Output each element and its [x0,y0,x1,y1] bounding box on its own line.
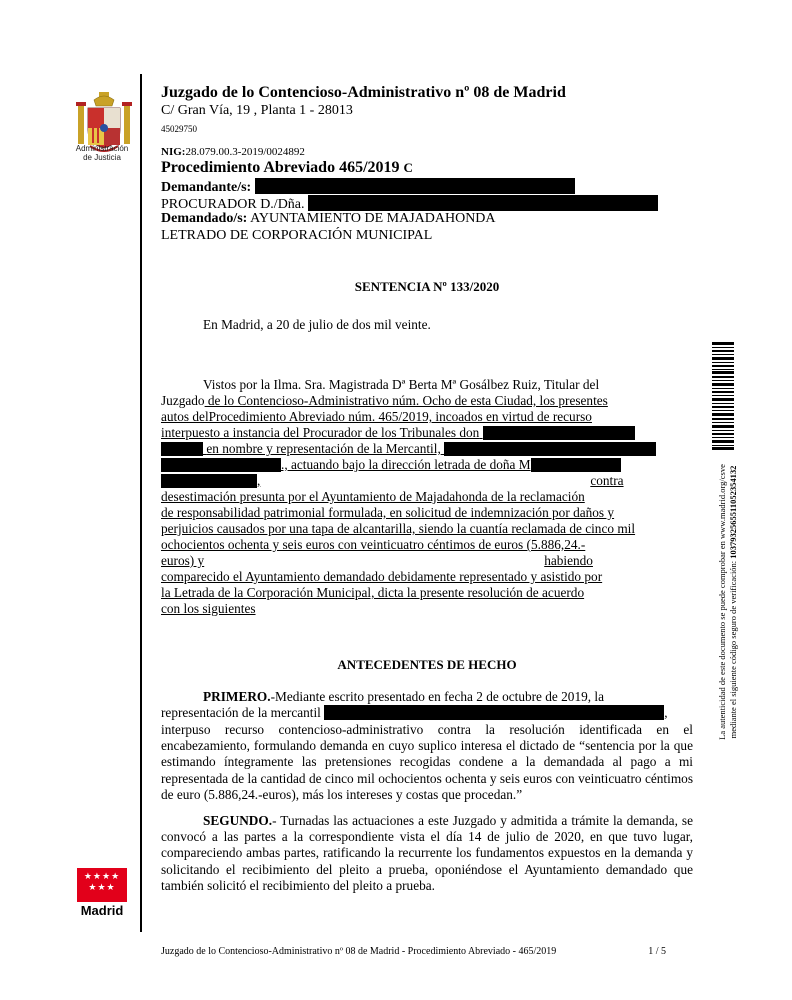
vistos-line: comparecido el Ayuntamiento demandado debidamente representado y asistido por [161,569,603,584]
madrid-label: Madrid [80,903,124,918]
footer-text: Juzgado de lo Contencioso-Administrativo nº 08 de Madrid - Procedimiento Abreviado - 465/2019 [161,946,557,957]
vistos-line: con los siguientes [161,601,256,616]
court-address: C/ Gran Vía, 19 , Planta 1 - 28013 [161,103,353,118]
redaction [483,426,635,440]
verification-note: La autenticidad de este documento se puede comprobar en www.madrid.org/csve mediante el siguiente código seguro de verificación: 1037932565511052354132 [717,464,738,740]
madrid-logo [77,868,127,902]
vistos-line: Vistos por la Ilma. Sra. Magistrada Dª Berta Mª Gosálbez Ruiz, Titular del [203,377,600,392]
vistos-line: , contra [161,473,624,489]
vistos-line: de responsabilidad patrimonial formulada, en solicitud de indemnización por daños y [161,505,615,520]
redaction [308,195,658,211]
segundo-paragraph: SEGUNDO.- Turnadas las actuaciones a este Juzgado y admitida a trámite la demanda, se convocó a las partes a la correspondiente vista el día 14 de julio de 2020, en que tuvo lugar, compareciendo ambas partes, ratificando la recurrente los fundamentos expuestos en la demanda y solicitando el recibimiento del pleito a prueba, oponiéndose el Ayuntamiento demandado que también solicitó el recibimiento del pleito a prueba. [161,813,693,893]
demandante-line: Demandante/s: [161,178,575,196]
primero-first-line: PRIMERO.-Mediante escrito presentado en fecha 2 de octubre de 2019, la [203,689,604,704]
vistos-line: ., actuando bajo la dirección letrada de doña M [161,457,621,473]
stars-icon: ★★★★ ★★★ [83,872,121,893]
redaction [161,474,257,488]
demandado-line: Demandado/s: AYUNTAMIENTO DE MAJADAHONDA [161,211,496,226]
vistos-line: autos delProcedimiento Abreviado núm. 465/2019, incoados en virtud de recurso [161,409,592,424]
redaction [444,442,656,456]
vistos-line: interpuesto a instancia del Procurador de los Tribunales don [161,425,635,441]
margin-rule [140,74,142,932]
primero-paragraph: interpuso recurso contencioso-administrativo contra la resolución identificada en el encabezamiento, formulando demanda en cuyo suplico interesa el dictado de “sentencia por la que estimando íntegramente las pretensiones recogidas condene a la demandada al pago a mi representada de la cantidad de cinco mil ochocientos ochenta y seis euros con veinticuatro céntimos de euro (5.886,24.-euros), más los intereses y costas que procedan.” [161,722,693,802]
procedure-title: Procedimiento Abreviado 465/2019 C [161,159,413,176]
redaction [324,705,664,720]
vistos-line: Juzgado de lo Contencioso-Administrativo núm. Ocho de esta Ciudad, los presentes [161,393,608,408]
court-code: 45029750 [161,124,197,134]
redaction [531,458,621,472]
justice-label: Administración de Justicia [75,144,129,162]
vistos-line: perjuicios causados por una tapa de alcantarilla, siendo la cuantía reclamada de cinco mil [161,521,636,536]
date-line: En Madrid, a 20 de julio de dos mil veinte. [203,317,431,332]
vistos-line: ochocientos ochenta y seis euros con veinticuatro céntimos de euros (5.886,24.- [161,537,586,552]
nig-line: NIG:28.079.00.3-2019/0024892 [161,146,305,158]
verification-barcode [712,342,734,450]
redaction [161,458,281,472]
vistos-line: en nombre y representación de la Mercantil, [161,441,656,457]
court-name: Juzgado de lo Contencioso-Administrativo nº 08 de Madrid [161,84,566,101]
procurador-line: PROCURADOR D./Dña. [161,195,658,213]
page-footer [161,946,666,957]
redaction [161,442,203,456]
redaction [255,178,575,194]
section-title: ANTECEDENTES DE HECHO [337,657,517,672]
sentence-title: SENTENCIA Nº 133/2020 [354,279,500,294]
page-number: 1 / 5 [648,946,666,957]
letrado-line: LETRADO DE CORPORACIÓN MUNICIPAL [161,228,433,243]
vistos-line: desestimación presunta por el Ayuntamiento de Majadahonda de la reclamación [161,489,585,504]
vistos-line: euros) y habiendo [161,553,593,568]
vistos-line: la Letrada de la Corporación Municipal, dicta la presente resolución de acuerdo [161,585,585,600]
primero-second-line: representación de la mercantil , [161,705,668,720]
